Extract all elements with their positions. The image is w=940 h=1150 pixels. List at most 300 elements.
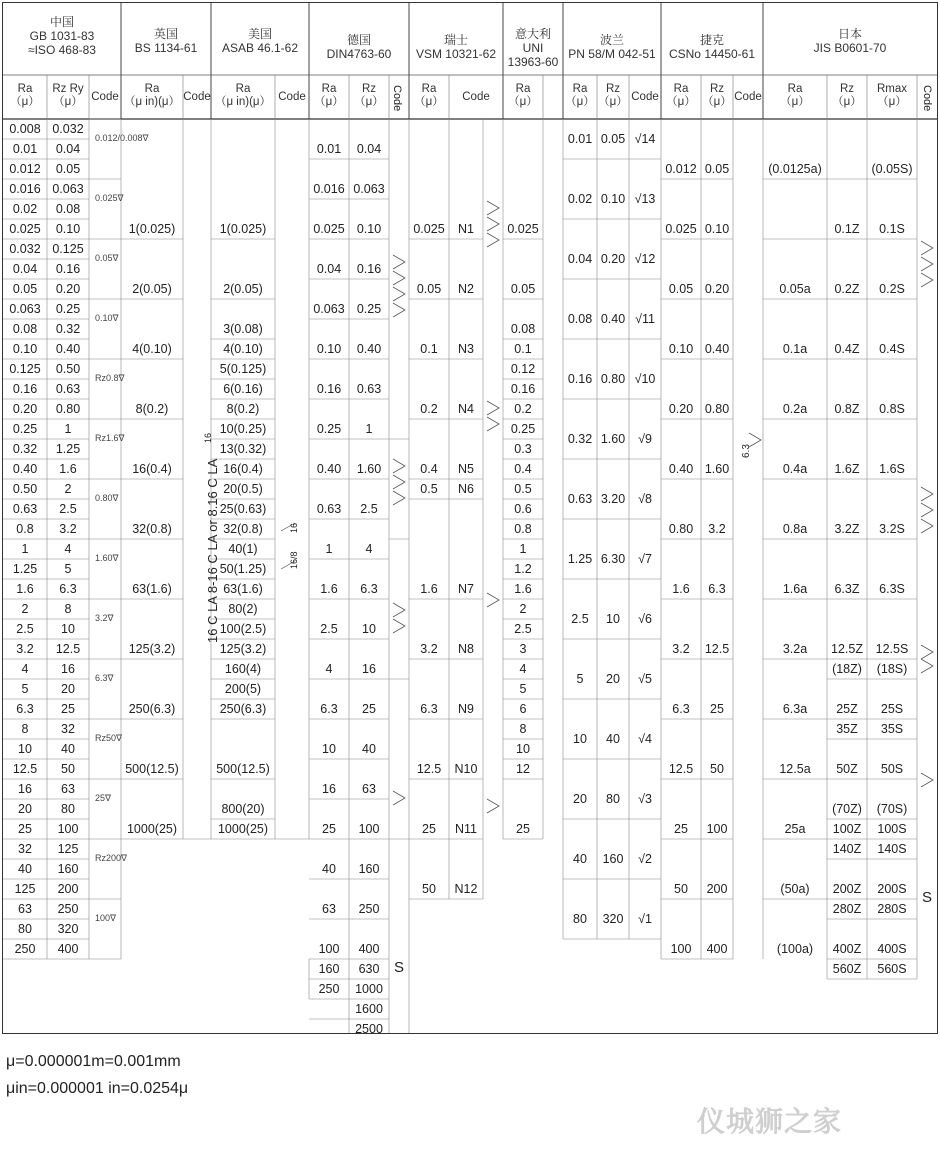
din-ra-cell: 2.5 — [320, 622, 338, 636]
uk-ra-cell: 63(1.6) — [132, 582, 172, 596]
uni-ra-cell: 0.3 — [514, 442, 532, 456]
gb-ra-cell: 0.032 — [9, 242, 41, 256]
gb-ra-cell: 0.20 — [12, 402, 38, 416]
gb-code-symbol: 0.80∇ — [95, 493, 119, 503]
uk-ra-cell: 1000(25) — [126, 822, 178, 836]
jis-rmax-cell: 1.6S — [879, 462, 905, 476]
sub-pn-ra: Ra （μ） — [565, 83, 595, 108]
pn-rz-cell: 1.60 — [600, 432, 626, 446]
gb-rz-cell: 4 — [64, 542, 72, 556]
gb-code-symbol: 6.3∇ — [95, 673, 114, 683]
gb-rz-cell: 2 — [64, 482, 72, 496]
csn-ra-cell: 0.10 — [668, 342, 694, 356]
sub-gb-ra: Ra （μ） — [10, 83, 40, 108]
vsm-code-cell: N10 — [454, 762, 478, 776]
csn-rz-cell: 3.2 — [708, 522, 726, 536]
header-poland-name: 波兰 — [599, 33, 624, 47]
vsm-code-cell: N3 — [458, 342, 474, 356]
uni-ra-cell: 8 — [519, 722, 527, 736]
gb-ra-cell: 1 — [21, 542, 29, 556]
jis-rz-cell: 0.1Z — [834, 222, 860, 236]
vsm-code-cell: N8 — [458, 642, 474, 656]
header-usa-std: ASAB 46.1-62 — [221, 41, 299, 55]
din-rz-cell: 0.04 — [356, 142, 382, 156]
header-poland — [563, 33, 661, 61]
din-ra-cell: 6.3 — [320, 702, 338, 716]
din-code-triangle — [393, 287, 405, 301]
jis-ra-cell: 3.2a — [782, 642, 808, 656]
csn-ra-cell: 25 — [674, 822, 688, 836]
csn-rz-cell: 200 — [706, 882, 728, 896]
jis-rmax-cell: 25S — [880, 702, 904, 716]
din-rz-cell: 0.25 — [356, 302, 382, 316]
din-rz-cell: 1 — [365, 422, 373, 436]
usa-ra-cell: 1000(25) — [217, 822, 269, 836]
gb-code-symbol: 1.60∇ — [95, 553, 119, 563]
jis-rmax-cell: 0.8S — [879, 402, 905, 416]
jis-rmax-cell: 0.2S — [879, 282, 905, 296]
header-china — [3, 15, 121, 57]
gb-rz-cell: 1 — [64, 422, 72, 436]
pn-ra-cell: 2.5 — [571, 612, 589, 626]
gb-ra-cell: 0.04 — [12, 262, 38, 276]
gb-code-symbol: 0.05∇ — [95, 253, 119, 263]
csn-ra-cell: 3.2 — [672, 642, 690, 656]
jis-code-triangle — [921, 273, 933, 287]
din-rz-cell: 0.063 — [353, 182, 385, 196]
sub-pn-code: Code — [631, 91, 659, 103]
gb-rz-cell: 0.50 — [55, 362, 81, 376]
uni-ra-cell: 2 — [519, 602, 527, 616]
gb-rz-cell: 5 — [64, 562, 72, 576]
jis-ra-cell: 0.4a — [782, 462, 808, 476]
gb-rz-cell: 200 — [57, 882, 79, 896]
csn-rz-cell: 0.05 — [704, 162, 730, 176]
watermark: 仪城狮之家 — [697, 1106, 843, 1137]
gb-ra-cell: 20 — [18, 802, 32, 816]
jis-ra-cell — [763, 959, 827, 979]
gb-rz-cell: 0.125 — [52, 242, 84, 256]
uni-ra-cell: 1.6 — [514, 582, 532, 596]
gb-ra-cell: 63 — [18, 902, 32, 916]
din-rz-cell: 160 — [358, 862, 380, 876]
pn-code-cell: √2 — [638, 852, 652, 866]
sub-jis-ra: Ra （μ） — [780, 83, 810, 108]
din-code-triangle — [393, 255, 405, 269]
header-czech — [661, 33, 763, 61]
pn-code-cell: √10 — [634, 372, 656, 386]
gb-rz-cell: 20 — [61, 682, 75, 696]
jis-rz-cell: 25Z — [836, 702, 858, 716]
uni-ra-cell: 0.08 — [510, 322, 536, 336]
jis-ra-cell: (100a) — [776, 942, 814, 956]
pn-rz-cell: 0.40 — [600, 312, 626, 326]
gb-ra-cell: 6.3 — [16, 702, 34, 716]
vsm-code-cell: N5 — [458, 462, 474, 476]
din-rz-cell: 250 — [358, 902, 380, 916]
pn-ra-cell: 0.32 — [567, 432, 593, 446]
jis-rmax-cell: 6.3S — [879, 582, 905, 596]
usa-ra-cell: 160(4) — [224, 662, 262, 676]
din-code-triangle — [393, 271, 405, 285]
header-czech-std: CSNo 14450-61 — [668, 47, 756, 61]
usa-ra-cell: 50(1.25) — [219, 562, 267, 576]
din-ra-cell: 0.63 — [316, 502, 342, 516]
gb-ra-cell: 2 — [21, 602, 29, 616]
din-rz-cell: 400 — [358, 942, 380, 956]
jis-rmax-cell: 12.5S — [875, 642, 909, 656]
csn-rz-cell: 25 — [710, 702, 724, 716]
csn-ra-cell: 6.3 — [672, 702, 690, 716]
uk-ra-cell: 250(6.3) — [128, 702, 176, 716]
gb-ra-cell: 0.40 — [12, 462, 38, 476]
jis-rz-cell: 560Z — [832, 962, 862, 976]
usa-ra-cell: 125(3.2) — [219, 642, 267, 656]
usa-ra-cell: 4(0.10) — [223, 342, 263, 356]
gb-ra-cell: 2.5 — [16, 622, 34, 636]
jis-rz-cell: 400Z — [832, 942, 862, 956]
vsm-ra-cell: 0.2 — [420, 402, 438, 416]
header-italy-std1: UNI — [522, 41, 544, 55]
uk-code-vertical: 16 C LA 8-16 C LA or 8.16 C LA — [205, 458, 220, 643]
din-ra-cell: 0.40 — [316, 462, 342, 476]
gb-rz-cell: 0.20 — [55, 282, 81, 296]
jis-rz-cell: 50Z — [836, 762, 858, 776]
gb-rz-cell: 16 — [61, 662, 75, 676]
jis-code-triangle — [921, 773, 933, 787]
sub-gb-rzry: Rz Ry （μ） — [52, 83, 84, 108]
gb-code-symbol: Rz0.8∇ — [95, 373, 125, 383]
usa-ra-cell: 3(0.08) — [223, 322, 263, 336]
usa-ra-cell: 2(0.05) — [223, 282, 263, 296]
sub-jis-rmax: Rmax （μ） — [876, 83, 908, 108]
gb-rz-cell: 0.16 — [55, 262, 81, 276]
vsm-code-triangle — [487, 401, 499, 415]
header-italy — [503, 27, 563, 69]
gb-ra-cell: 32 — [18, 842, 32, 856]
jis-rz-cell: 35Z — [836, 722, 858, 736]
csn-ra-cell: 0.40 — [668, 462, 694, 476]
din-ra-cell: 1 — [325, 542, 333, 556]
vsm-code-cell: N1 — [458, 222, 474, 236]
usa-ra-cell: 25(0.63) — [219, 502, 267, 516]
gb-ra-cell: 5 — [21, 682, 29, 696]
din-rz-cell: 4 — [365, 542, 373, 556]
din-ra-cell: 25 — [322, 822, 336, 836]
jis-ra-cell: 0.05a — [779, 282, 811, 296]
gb-ra-cell: 80 — [18, 922, 32, 936]
gb-rz-cell: 125 — [57, 842, 79, 856]
jis-rmax-cell: (0.05S) — [871, 162, 913, 176]
header-italy-std2: 13963-60 — [507, 55, 559, 69]
gb-rz-cell: 160 — [57, 862, 79, 876]
usa-code-2: 16/8 — [289, 551, 299, 569]
vsm-ra-cell: 0.025 — [413, 222, 445, 236]
usa-ra-cell: 6(0.16) — [223, 382, 263, 396]
din-ra-cell: 16 — [322, 782, 336, 796]
vsm-ra-cell: 0.5 — [420, 482, 438, 496]
gb-ra-cell: 8 — [21, 722, 29, 736]
din-ra-cell: 40 — [322, 862, 336, 876]
din-rz-cell: 2.5 — [360, 502, 378, 516]
usa-ra-cell: 63(1.6) — [223, 582, 263, 596]
csn-rz-cell: 0.20 — [704, 282, 730, 296]
usa-ra-cell: 80(2) — [228, 602, 258, 616]
gb-code-symbol: Rz50∇ — [95, 733, 123, 743]
din-rz-cell: 40 — [362, 742, 376, 756]
uk-ra-cell: 2(0.05) — [132, 282, 172, 296]
jis-rz-cell: 0.4Z — [834, 342, 860, 356]
sub-vsm-code: Code — [462, 91, 490, 103]
header-germany-name: 德国 — [346, 33, 371, 47]
vsm-code-cell: N6 — [458, 482, 474, 496]
din-rz-cell: 630 — [358, 962, 380, 976]
gb-rz-cell: 0.05 — [55, 162, 81, 176]
header-japan-std: JIS B0601-70 — [813, 41, 887, 55]
sub-jis-code: Code — [921, 85, 933, 112]
sub-din-rz: Rz （μ） — [354, 83, 384, 108]
vsm-ra-cell: 0.4 — [420, 462, 438, 476]
header-poland-std: PN 58/M 042-51 — [568, 47, 656, 61]
gb-rz-cell: 63 — [61, 782, 75, 796]
usa-ra-cell: 5(0.125) — [219, 362, 267, 376]
gb-ra-cell: 0.25 — [12, 422, 38, 436]
pn-code-cell: √13 — [634, 192, 656, 206]
usa-ra-cell: 13(0.32) — [219, 442, 267, 456]
jis-code-s: S — [921, 889, 932, 906]
footnote-micron: μ=0.000001m=0.001mm — [6, 1053, 181, 1070]
jis-ra-cell — [763, 799, 827, 819]
din-rz-cell: 1600 — [355, 1002, 383, 1016]
csn-rz-cell: 400 — [706, 942, 728, 956]
gb-ra-cell: 0.02 — [12, 202, 38, 216]
gb-rz-cell: 0.10 — [55, 222, 81, 236]
gb-rz-cell: 400 — [57, 942, 79, 956]
header-japan-name: 日本 — [837, 27, 862, 41]
uni-ra-cell: 3 — [519, 642, 527, 656]
header-usa — [211, 27, 309, 55]
pn-rz-cell: 160 — [602, 852, 624, 866]
header-china-std1: GB 1031-83 — [29, 29, 95, 43]
csn-rz-cell: 12.5 — [704, 642, 730, 656]
vsm-code-triangle — [487, 217, 499, 231]
din-ra-cell: 4 — [325, 662, 333, 676]
sub-usa-code: Code — [278, 91, 306, 103]
din-rz-cell: 25 — [362, 702, 376, 716]
gb-rz-cell: 50 — [61, 762, 75, 776]
uni-ra-cell: 6 — [519, 702, 527, 716]
uni-ra-cell: 0.025 — [507, 222, 539, 236]
jis-rmax-cell: 0.4S — [879, 342, 905, 356]
din-ra-cell: 0.01 — [316, 142, 342, 156]
gb-rz-cell: 12.5 — [55, 642, 81, 656]
din-code-triangle — [393, 619, 405, 633]
gb-ra-cell: 0.01 — [12, 142, 38, 156]
din-rz-cell: 0.63 — [356, 382, 382, 396]
jis-rz-cell: (18Z) — [832, 662, 862, 676]
header-usa-name: 美国 — [247, 27, 272, 41]
din-rz-cell: 10 — [362, 622, 376, 636]
sub-jis-rz: Rz （μ） — [832, 83, 862, 108]
jis-code-triangle — [921, 257, 933, 271]
uni-ra-cell: 5 — [519, 682, 527, 696]
vsm-code-cell: N4 — [458, 402, 474, 416]
jis-code-triangle — [921, 503, 933, 517]
csn-rz-cell: 50 — [710, 762, 724, 776]
jis-ra-cell — [763, 839, 827, 859]
usa-ra-cell: 250(6.3) — [219, 702, 267, 716]
pn-rz-cell: 20 — [606, 672, 620, 686]
jis-ra-cell: 0.2a — [782, 402, 808, 416]
pn-ra-cell: 0.63 — [567, 492, 593, 506]
header-china-name: 中国 — [49, 15, 74, 29]
vsm-code-cell: N12 — [454, 882, 478, 896]
jis-code-triangle — [921, 241, 933, 255]
uk-ra-cell: 500(12.5) — [125, 762, 179, 776]
jis-rz-cell: 200Z — [832, 882, 862, 896]
pn-rz-cell: 0.20 — [600, 252, 626, 266]
gb-rz-cell: 80 — [61, 802, 75, 816]
roughness-comparison-table — [2, 2, 938, 1034]
din-rz-cell: 0.10 — [356, 222, 382, 236]
pn-code-cell: √11 — [635, 312, 655, 326]
uk-ra-cell: 1(0.025) — [128, 222, 176, 236]
gb-rz-cell: 1.6 — [59, 462, 77, 476]
pn-code-cell: √4 — [638, 732, 652, 746]
jis-rmax-cell: 35S — [880, 722, 904, 736]
gb-rz-cell: 1.25 — [55, 442, 81, 456]
csn-ra-cell: 0.025 — [665, 222, 697, 236]
header-czech-name: 捷克 — [699, 33, 724, 47]
din-ra-cell: 0.04 — [316, 262, 342, 276]
uk-ra-cell: 125(3.2) — [128, 642, 176, 656]
uni-ra-cell: 0.25 — [510, 422, 536, 436]
pn-rz-cell: 3.20 — [600, 492, 626, 506]
csn-rz-cell: 100 — [706, 822, 728, 836]
din-ra-cell: 0.063 — [313, 302, 345, 316]
pn-ra-cell: 1.25 — [567, 552, 593, 566]
usa-ra-cell: 10(0.25) — [219, 422, 267, 436]
gb-code-symbol: 0.025∇ — [95, 193, 124, 203]
gb-rz-cell: 100 — [57, 822, 79, 836]
uni-ra-cell: 0.6 — [514, 502, 532, 516]
vsm-ra-cell: 12.5 — [416, 762, 442, 776]
vsm-code-triangle — [487, 799, 499, 813]
csn-rz-cell: 0.80 — [704, 402, 730, 416]
vsm-ra-cell: 25 — [422, 822, 436, 836]
pn-code-cell: √8 — [638, 492, 652, 506]
gb-rz-cell: 0.08 — [55, 202, 81, 216]
gb-rz-cell: 6.3 — [59, 582, 77, 596]
jis-rmax-cell: 100S — [877, 822, 907, 836]
csn-ra-cell: 0.20 — [668, 402, 694, 416]
din-ra-cell — [309, 1019, 349, 1039]
csn-ra-cell: 1.6 — [672, 582, 690, 596]
sub-gb-code: Code — [91, 91, 119, 103]
pn-rz-cell: 320 — [602, 912, 624, 926]
uk-ra-cell: 8(0.2) — [135, 402, 169, 416]
gb-code-symbol: Rz1.6∇ — [95, 433, 125, 443]
gb-rz-cell: 32 — [61, 722, 75, 736]
sub-uk-code: Code — [183, 91, 211, 103]
csn-rz-cell: 0.40 — [704, 342, 730, 356]
din-code-s: S — [393, 959, 404, 976]
usa-ra-cell: 8(0.2) — [226, 402, 260, 416]
uni-ra-cell: 0.05 — [510, 282, 536, 296]
gb-ra-cell: 1.25 — [12, 562, 38, 576]
pn-rz-cell: 6.30 — [600, 552, 626, 566]
gb-code-symbol: 3.2∇ — [95, 613, 114, 623]
gb-ra-cell: 0.63 — [12, 502, 38, 516]
pn-ra-cell: 0.08 — [567, 312, 593, 326]
uni-ra-cell: 1.2 — [514, 562, 532, 576]
uk-code-small: 16 — [203, 432, 213, 443]
gb-code-symbol: 100∇ — [95, 913, 117, 923]
din-ra-cell: 100 — [318, 942, 340, 956]
sub-uni-ra: Ra （μ） — [508, 83, 538, 108]
pn-ra-cell: 5 — [576, 672, 584, 686]
vsm-code-cell: N2 — [458, 282, 474, 296]
din-code-triangle — [393, 459, 405, 473]
din-ra-cell: 0.025 — [313, 222, 345, 236]
uk-ra-cell: 4(0.10) — [132, 342, 172, 356]
gb-rz-cell: 0.032 — [52, 122, 84, 136]
gb-rz-cell: 0.63 — [55, 382, 81, 396]
csn-ra-cell: 12.5 — [668, 762, 694, 776]
sub-csn-rz: Rz （μ） — [702, 83, 732, 108]
sub-pn-rz: Rz （μ） — [598, 83, 628, 108]
uni-ra-cell: 0.5 — [514, 482, 532, 496]
header-switzerland — [409, 33, 503, 61]
uk-ra-cell: 32(0.8) — [132, 522, 172, 536]
jis-ra-cell: 6.3a — [782, 702, 808, 716]
csn-code: 6.3 — [741, 444, 752, 458]
gb-ra-cell: 0.016 — [9, 182, 41, 196]
vsm-ra-cell: 1.6 — [420, 582, 438, 596]
gb-ra-cell: 4 — [21, 662, 29, 676]
jis-rmax-cell: 560S — [877, 962, 907, 976]
gb-ra-cell: 1.6 — [16, 582, 34, 596]
csn-rz-cell: 0.10 — [704, 222, 730, 236]
vsm-ra-cell: 6.3 — [420, 702, 438, 716]
din-ra-cell — [309, 999, 349, 1019]
jis-ra-cell: 25a — [784, 822, 806, 836]
gb-ra-cell: 12.5 — [12, 762, 38, 776]
sub-csn-code: Code — [734, 91, 762, 103]
gb-rz-cell: 320 — [57, 922, 79, 936]
csn-ra-cell: 0.012 — [665, 162, 697, 176]
jis-rz-cell: 3.2Z — [834, 522, 860, 536]
gb-code-symbol: Rz200∇ — [95, 853, 128, 863]
jis-code-triangle — [921, 519, 933, 533]
uni-ra-cell: 4 — [519, 662, 527, 676]
din-code-triangle — [393, 475, 405, 489]
header-uk-std: BS 1134-61 — [134, 41, 198, 55]
usa-ra-cell: 16(0.4) — [223, 462, 263, 476]
vsm-ra-cell: 0.05 — [416, 282, 442, 296]
vsm-code-cell: N9 — [458, 702, 474, 716]
gb-rz-cell: 0.80 — [55, 402, 81, 416]
din-ra-cell: 0.16 — [316, 382, 342, 396]
gb-ra-cell: 0.32 — [12, 442, 38, 456]
jis-ra-cell: (0.0125a) — [768, 162, 822, 176]
gb-ra-cell: 0.008 — [9, 122, 41, 136]
uni-ra-cell: 0.12 — [510, 362, 536, 376]
gb-ra-cell: 0.08 — [12, 322, 38, 336]
vsm-code-cell: N11 — [454, 822, 477, 836]
vsm-code-triangle — [487, 593, 499, 607]
pn-rz-cell: 40 — [606, 732, 620, 746]
